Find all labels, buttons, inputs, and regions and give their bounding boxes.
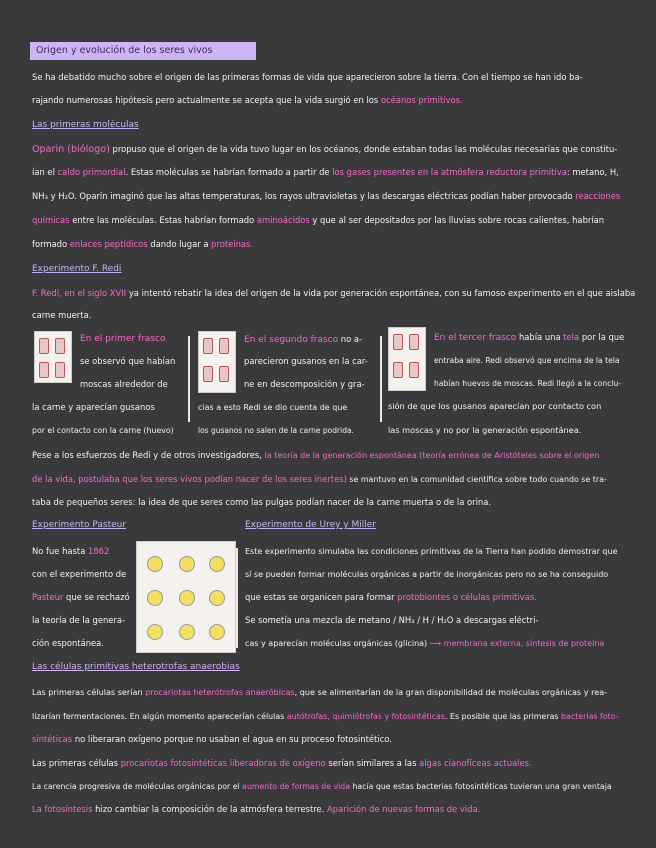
redi-jar-image-3 bbox=[388, 327, 426, 391]
sec1-text: formado bbox=[32, 239, 70, 249]
sec3-text: hacía que estas bacterias fotosintéticas tuvieran una gran ventaja bbox=[349, 782, 612, 791]
miller-line-2: sí se pueden formar moléculas orgánicas a partir de inorgánicas pero no se ha conseguido bbox=[245, 570, 609, 579]
intro-line-1: Se ha debatido mucho sobre el origen de las primeras formas de vida que aparecieron sobre la tierra. Con el tiempo se han ido ba- bbox=[32, 72, 583, 82]
sec2-text: se mantuvo en la comunidad científica sobre todo cuando se tra- bbox=[346, 475, 607, 484]
col1-line-2: se observó que habían bbox=[80, 356, 176, 366]
sec1-highlight: químicas bbox=[32, 215, 70, 225]
intro-text: rajando numerosas hipótesis pero actualmente se acepta que la vida surgió en los bbox=[32, 95, 381, 105]
sec3-text: La carencia progresiva de moléculas orgánicas por el bbox=[32, 782, 243, 791]
redi-jar-image-1 bbox=[34, 331, 72, 383]
sec1-text: y que al ser depositados por las lluvias sobre rocas calientes, habrían bbox=[309, 215, 605, 225]
sec1-text: dando lugar a bbox=[147, 239, 212, 249]
sec3-highlight: algas cianofíceas actuales. bbox=[419, 758, 532, 768]
col3-text: por la que bbox=[579, 332, 625, 342]
miller-highlight: protobiontes o células primitivas. bbox=[397, 592, 537, 602]
sec1-highlight: enlaces peptídicos bbox=[69, 239, 148, 249]
sec1-highlight: proteínas. bbox=[211, 239, 254, 249]
sec1-text: . Estas moléculas se habrían formado a partir de bbox=[125, 167, 333, 177]
intro-highlight: océanos primitivos. bbox=[380, 95, 463, 105]
sec2-para-line-3: taba de pequeños seres: la idea de que seres como las pulgas podían nacer de la carne muerta o de la orina. bbox=[32, 497, 492, 507]
col1-line-4: la carne y aparecían gusanos bbox=[32, 402, 155, 412]
sec1-line-1 bbox=[32, 143, 617, 156]
sec1-highlight: caldo primordial bbox=[57, 167, 126, 177]
miller-text: que estas se organicen para formar bbox=[245, 592, 398, 602]
sec3-text: Las primeras células serían bbox=[32, 687, 146, 697]
col3-line-3: habían huevos de moscas. Redi llegó a la conclu- bbox=[434, 379, 622, 388]
col3-line-1 bbox=[434, 331, 624, 345]
pasteur-line-1 bbox=[32, 545, 109, 558]
pasteur-line-4: la teoría de la genera- bbox=[32, 615, 126, 625]
sec2-highlight: la teoría de la generación espontánea (teoría errónea de Aristóteles sobre el origen bbox=[264, 451, 600, 460]
sec3-text: serían similares a las bbox=[325, 758, 420, 768]
pasteur-flask-image bbox=[136, 541, 236, 653]
intro-line-2 bbox=[32, 94, 463, 107]
pasteur-highlight: 1862 bbox=[88, 546, 110, 556]
col2-line-2: parecieron gusanos en la car- bbox=[244, 356, 368, 366]
sec3-highlight: aumento de formas de vida bbox=[242, 782, 350, 791]
pasteur-line-3 bbox=[32, 591, 130, 604]
section-heading-cells: Las células primitivas heterotrofas anaerobias bbox=[32, 662, 240, 672]
sec1-line-4 bbox=[32, 214, 604, 227]
col3-highlight: En el tercer frasco bbox=[434, 333, 517, 343]
sec2-text: ya intentó rebatir la idea del origen de la vida por generación espontánea, con su famoso experimento en el que aislaba bbox=[126, 288, 636, 298]
sec3-highlight: procariotas fotosintéticas liberadoras de oxígeno bbox=[120, 758, 326, 768]
col3-line-2: entraba aire. Redi observó que encima de la tela bbox=[434, 356, 620, 365]
col1-line-5: por el contacto con la carne (huevo) bbox=[32, 426, 174, 435]
pasteur-text: que se rechazó bbox=[63, 592, 130, 602]
sec1-line-3 bbox=[32, 190, 620, 203]
sec3-highlight: procariotas heterótrofas anaeróbicas bbox=[145, 687, 295, 697]
section-heading-redi: Experimento F. Redi bbox=[32, 264, 122, 274]
section-heading-miller: Experimento de Urey y Miller bbox=[245, 520, 376, 530]
section-heading-pasteur: Experimento Pasteur bbox=[32, 520, 127, 530]
oparin-highlight: Oparin (biólogo) bbox=[32, 144, 110, 155]
pasteur-line-5: ción espontánea. bbox=[32, 638, 104, 648]
sec3-highlight: sintéticas bbox=[32, 734, 73, 744]
sec3-highlight: La fotosíntesis bbox=[32, 804, 93, 814]
sec3-line-1 bbox=[32, 686, 607, 699]
sec2-para-line-2 bbox=[32, 473, 607, 486]
pasteur-line-2: con el experimento de bbox=[32, 569, 127, 579]
miller-text: cas y aparecían moléculas orgánicas (glicina) bbox=[245, 639, 430, 648]
pasteur-text: No fue hasta bbox=[32, 546, 89, 556]
sec2-text: Pese a los esfuerzos de Redi y de otros investigadores, bbox=[32, 450, 265, 460]
sec1-text: NH₃ y H₂O. Oparín imaginó que las altas temperaturas, los rayos ultravioletas y las descargas eléctricas podían haber provocado bbox=[32, 191, 576, 201]
col2-line-3: ne en descomposición y gra- bbox=[244, 379, 365, 389]
section-heading-molecules: Las primeras moléculas bbox=[32, 120, 139, 130]
column-divider bbox=[188, 336, 190, 422]
miller-line-3 bbox=[245, 591, 537, 604]
sec1-highlight: los gases presentes en la atmósfera reductora primitiva bbox=[332, 167, 567, 177]
sec3-highlight: autótrofas, quimiótrofas y fotosintéticas bbox=[286, 712, 445, 721]
page-title: Origen y evolución de los seres vivos bbox=[30, 42, 256, 60]
miller-line-5 bbox=[245, 637, 604, 650]
miller-line-1: Este experimento simulaba las condiciones primitivas de la Tierra han podido demostrar que bbox=[245, 547, 618, 556]
sec1-line-5 bbox=[32, 238, 253, 251]
sec1-text: ían el bbox=[32, 167, 58, 177]
col2-highlight: En el segundo frasco bbox=[244, 335, 339, 345]
sec3-line-2 bbox=[32, 710, 619, 723]
column-divider bbox=[380, 336, 382, 422]
sec3-highlight: bacterias foto- bbox=[561, 712, 619, 721]
sec3-line-4 bbox=[32, 757, 532, 770]
sec2-highlight: de la vida, postulaba que los seres vivos podían nacer de los seres inertes) bbox=[32, 474, 347, 484]
sec3-text: hizo cambiar la composición de la atmósfera terrestre. bbox=[92, 804, 328, 814]
col3-line-5: las moscas y no por la generación espontánea. bbox=[388, 425, 582, 435]
sec3-text: Las primeras células bbox=[32, 758, 121, 768]
sec1-line-2 bbox=[32, 166, 619, 179]
sec3-highlight: Aparición de nuevas formas de vida. bbox=[327, 804, 481, 814]
sec1-text: entre las moléculas. Estas habrían formado bbox=[69, 215, 257, 225]
miller-line-4: Se sometía una mezcla de metano / NH₃ / H / H₂O a descargas eléctri- bbox=[245, 615, 539, 625]
sec3-line-6 bbox=[32, 803, 480, 816]
sec2-highlight: F. Redi, en el siglo XVII bbox=[32, 288, 127, 298]
sec2-line-1 bbox=[32, 287, 635, 300]
column-divider bbox=[236, 548, 238, 648]
sec2-line-2: carne muerta. bbox=[32, 310, 92, 320]
sec3-text: . Es posible que las primeras bbox=[445, 712, 562, 721]
col2-text: no a- bbox=[338, 334, 363, 344]
col1-line-3: moscas alrededor de bbox=[80, 379, 168, 389]
pasteur-highlight: Pasteur bbox=[32, 592, 64, 602]
col3-line-4: sión de que los gusanos aparecían por contacto con bbox=[388, 401, 602, 411]
col3-highlight: tela bbox=[563, 332, 580, 342]
sec1-highlight: aminoácidos bbox=[256, 215, 310, 225]
col2-line-4: cias a esto Redi se dio cuenta de que bbox=[198, 403, 348, 412]
col3-text: había una bbox=[516, 332, 564, 342]
sec1-highlight: reacciones bbox=[575, 191, 621, 201]
col2-line-1 bbox=[244, 333, 362, 347]
miller-highlight: ⟶ membrana externa, síntesis de proteína bbox=[429, 639, 605, 648]
col2-line-5: los gusanos no salen de la carne podrida. bbox=[198, 426, 354, 435]
sec3-text: , que se alimentarían de la gran disponibilidad de moléculas orgánicas y rea- bbox=[294, 687, 608, 697]
sec3-line-5 bbox=[32, 780, 612, 793]
redi-jar-image-2 bbox=[198, 331, 236, 393]
sec1-text: : metano, H, bbox=[566, 167, 619, 177]
sec3-text: lizarían fermentaciones. En algún momento aparecerían células bbox=[32, 712, 287, 721]
sec3-text: no liberaran oxígeno porque no usaban el agua en su proceso fotosintético. bbox=[72, 734, 392, 744]
col1-line-1: En el primer frasco bbox=[80, 334, 166, 344]
sec2-para-line-1 bbox=[32, 449, 599, 462]
sec1-text: propuso que el origen de la vida tuvo lugar en los océanos, donde estaban todas las moléculas necesarias que constitu- bbox=[109, 144, 618, 154]
sec3-line-3 bbox=[32, 733, 392, 746]
